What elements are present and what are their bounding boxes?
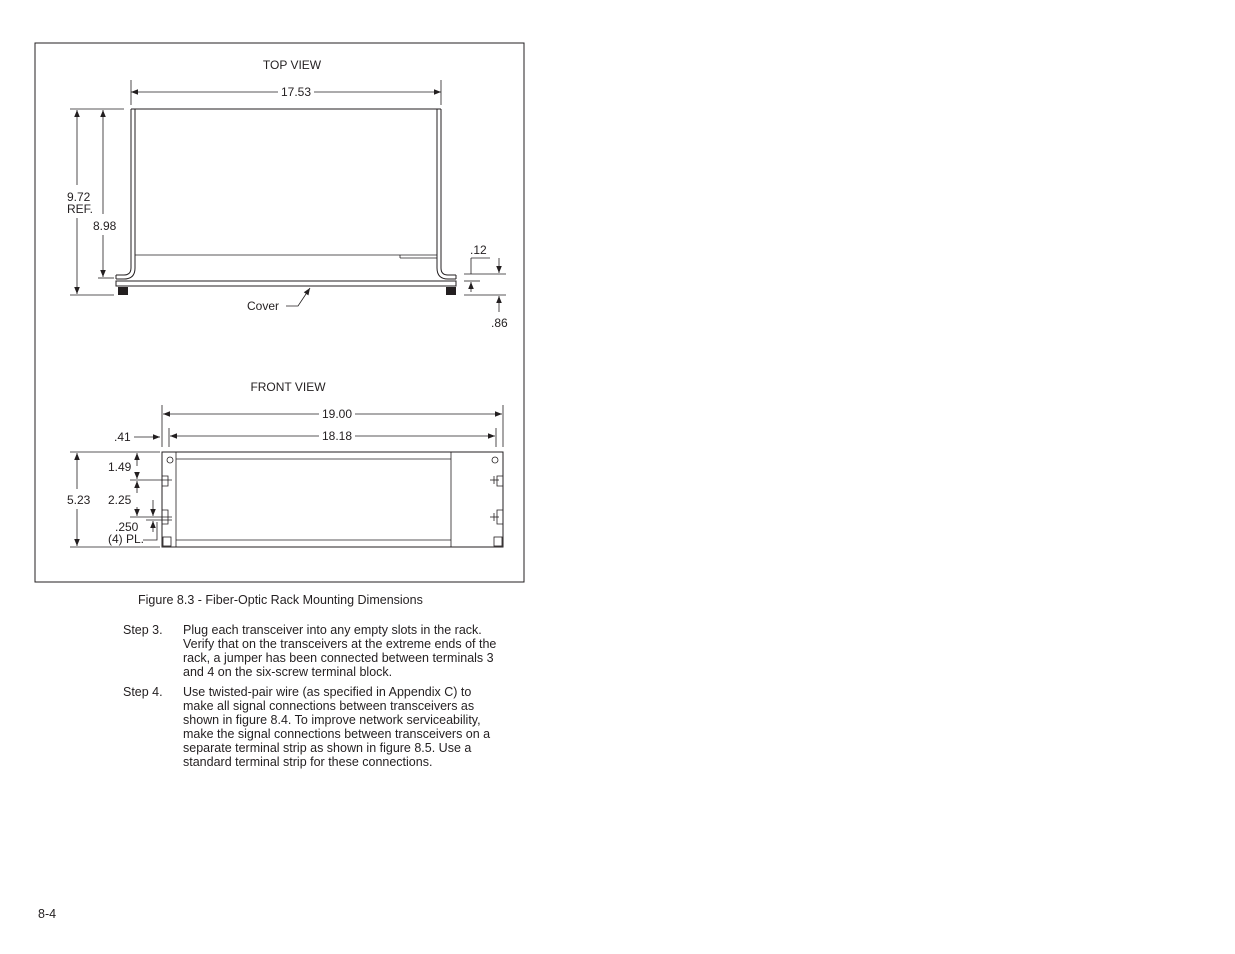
chassis-outline [116,109,131,275]
step-3-text: Plug each transceiver into any empty slots in the rack. Verify that on the transceivers at the extreme ends of the rack, a jumper has been connected between terminals 3 and 4 on the six-screw terminal block. [183,623,497,679]
cover-leader [286,288,310,306]
ref-dim-label-value: 9.72 [67,190,91,204]
page-number: 8-4 [38,907,57,921]
top-view-title: TOP VIEW [262,58,322,72]
cover-plate [116,281,456,286]
overall-width-label: 19.00 [321,407,353,421]
height-dim-label: 5.23 [67,493,91,507]
step-4-text: Use twisted-pair wire (as specified in Appendix C) to make all signal connections between transceivers as shown in figure 8.4. To improve network serviceability, make the signal connections between transceivers on a separate terminal strip as shown in figure 8.5. Use a standard terminal strip for these connections. [183,685,491,769]
front-panel [162,452,503,547]
step-4-label: Step 4. [123,685,163,699]
foot-right [446,287,456,295]
width-dim-label: 17.53 [280,85,312,99]
figure-caption: Figure 8.3 - Fiber-Optic Rack Mounting Dimensions [138,593,423,607]
edge-offset-label: .41 [114,430,131,444]
hole-size-label-value: .250 [115,520,139,534]
hole-size-label-count: (4) PL. [108,532,145,546]
cover-label: Cover [247,299,280,313]
hole-offset-label: 1.49 [108,460,132,474]
depth-dim-label: 8.98 [93,219,117,233]
step-3-label: Step 3. [123,623,163,637]
inner-width-label: 18.18 [321,429,353,443]
hole-spacing-label: 2.25 [108,493,132,507]
cover-dim-label: .86 [491,316,508,330]
foot-left [118,287,128,295]
front-view [67,380,503,547]
small-dim-label: .12 [470,243,487,257]
mount-hole-top-right [492,457,498,463]
top-view [67,58,508,330]
ref-dim-label-ref: REF. [67,202,94,216]
front-view-title: FRONT VIEW [250,380,326,394]
mount-hole-top-left [167,457,173,463]
